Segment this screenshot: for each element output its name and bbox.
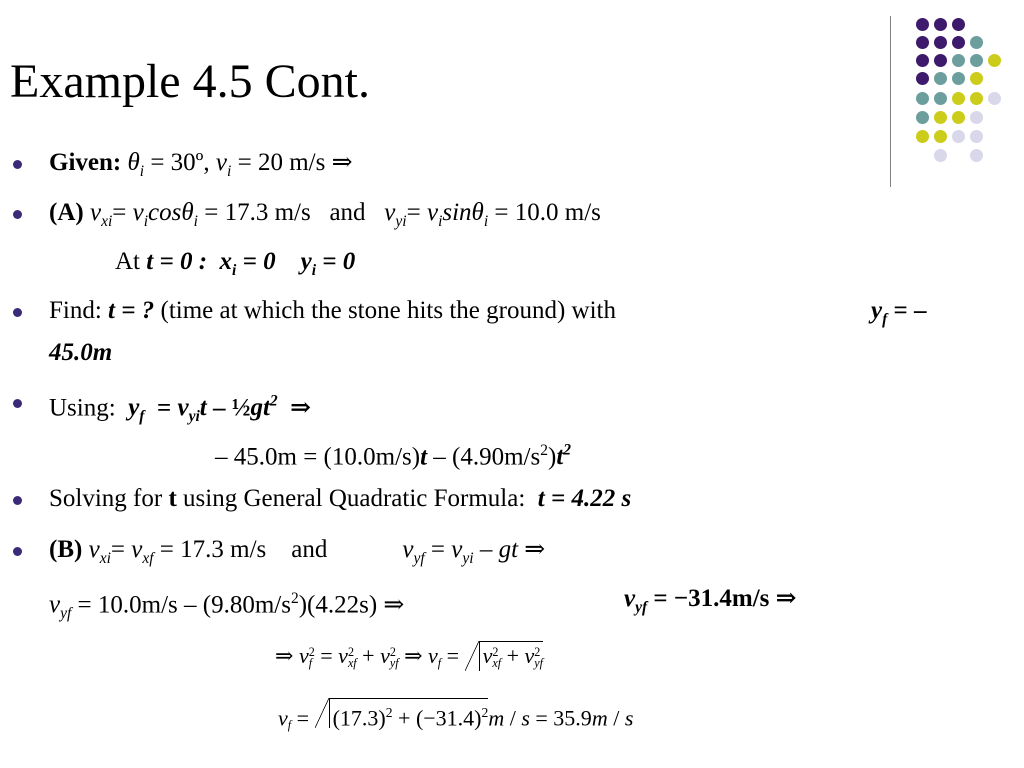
decorative-dot bbox=[934, 92, 947, 105]
decorative-dot bbox=[952, 72, 965, 85]
bullet-icon bbox=[13, 547, 22, 556]
decorative-dot bbox=[970, 92, 983, 105]
decorative-dot bbox=[970, 149, 983, 162]
bullet-icon bbox=[13, 308, 22, 317]
decorative-dot bbox=[988, 54, 1001, 67]
decorative-dot bbox=[916, 130, 929, 143]
decorative-dot bbox=[970, 36, 983, 49]
vyf-result: $v_{yf} = -31.4m/s$ ⇒ bbox=[624, 585, 797, 616]
decorative-dot bbox=[970, 54, 983, 67]
b-line: (B) $v_{xi}= v_{xf} = 17.3$ m/s and $v_{yf} = v_{yi}$ – gt ⇒ bbox=[49, 536, 546, 567]
decorative-dot bbox=[952, 18, 965, 31]
decorative-dot bbox=[970, 72, 983, 85]
find-unknown: t = ? bbox=[108, 297, 155, 324]
decorative-dot bbox=[916, 111, 929, 124]
bullet-icon bbox=[13, 399, 22, 408]
a-expression: $v_{xi}= v_i\cos\theta_i = 17.3$ m/s and $v_{yi}= v_i\sin\theta_i = 10.0$ m/s bbox=[89, 199, 601, 230]
vyf-line: $v_{yf} = 10.0m/s - (9.80m/s^2)(4.22s)$ ⇒ bbox=[49, 590, 405, 623]
decorative-dot bbox=[952, 111, 965, 124]
find-line bbox=[49, 295, 616, 327]
find-value: 45.0m bbox=[49, 339, 113, 366]
decorative-dot bbox=[916, 36, 929, 49]
given-expression: $\theta_i$ = 30º, $v_i = 20$ m/s ⇒ bbox=[127, 149, 353, 180]
using-expression: $y_f = v_{yi}t$ – $\frac{1}{2}gt^2$ ⇒ bbox=[128, 393, 312, 426]
decorative-dot bbox=[988, 92, 1001, 105]
initial-conditions-line: At t = 0 : $x_i = 0$ $y_i = 0$ bbox=[115, 248, 356, 279]
given-line bbox=[49, 147, 353, 188]
using-label: Using: bbox=[49, 394, 116, 422]
decorative-dot bbox=[934, 18, 947, 31]
find-prefix: Find: bbox=[49, 297, 102, 324]
decorative-dot bbox=[934, 36, 947, 49]
decorative-dot bbox=[970, 130, 983, 143]
decorative-dot bbox=[934, 149, 947, 162]
decorative-dot bbox=[916, 72, 929, 85]
decorative-dot bbox=[952, 92, 965, 105]
decorative-dot bbox=[916, 54, 929, 67]
using-substitution: – $45.0m = (10.0m/s)t - (4.90m/s^2)t^2$ bbox=[215, 442, 572, 471]
speed-result-equation: v f = $(17.3)^2 + (-31.4)^2m / s = 35.9m / s$ bbox=[278, 698, 633, 733]
title-divider bbox=[890, 16, 891, 187]
slide-title: Example 4.5 Cont. bbox=[10, 55, 370, 108]
decorative-dot bbox=[952, 54, 965, 67]
decorative-dot bbox=[970, 111, 983, 124]
bullet-icon bbox=[13, 496, 22, 505]
speed-equation: ⇒ v 2 f = v 2 xf + v 2 yf ⇒ v f = v 2 xf + v 2 yf bbox=[275, 643, 544, 670]
bullet-icon bbox=[13, 160, 22, 169]
using-line bbox=[49, 386, 311, 433]
find-yf: $y_f$ = – bbox=[871, 297, 927, 328]
decorative-dot bbox=[952, 130, 965, 143]
decorative-dot bbox=[934, 111, 947, 124]
decorative-dot bbox=[916, 18, 929, 31]
a-label: (A) bbox=[49, 199, 84, 226]
decorative-dot bbox=[934, 54, 947, 67]
solving-line: Solving for t using General Quadratic Formula: t = 4.22 s bbox=[49, 485, 632, 512]
find-description: (time at which the stone hits the ground) with bbox=[160, 297, 616, 324]
given-label: Given: bbox=[49, 149, 122, 176]
decorative-dot bbox=[934, 130, 947, 143]
bullet-icon bbox=[13, 210, 22, 219]
b-label: (B) bbox=[49, 536, 83, 563]
a-line bbox=[49, 197, 601, 238]
decorative-dot bbox=[952, 36, 965, 49]
decorative-dot bbox=[934, 72, 947, 85]
decorative-dot bbox=[916, 92, 929, 105]
solving-result: t = 4.22 s bbox=[537, 485, 632, 512]
